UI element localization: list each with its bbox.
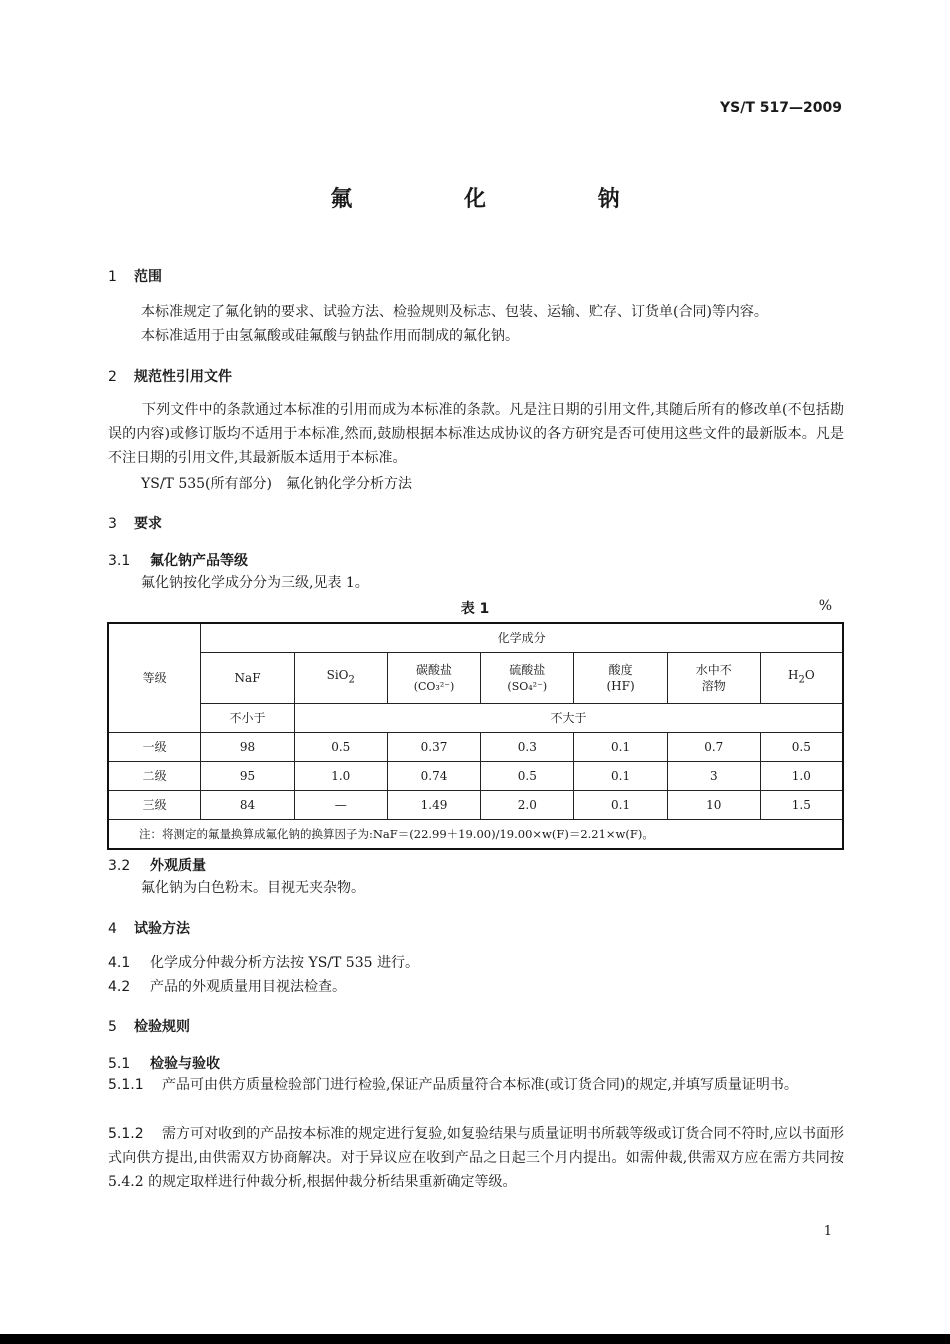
column-header-acidity: 酸度 (HF) [574,653,668,704]
value-cell: 0.1 [574,791,668,820]
section-number: 3.1 [108,553,131,569]
clause-number: 5.1.2 [108,1126,144,1142]
value-cell: 3 [667,762,760,791]
section-1-paragraph-1: 本标准规定了氟化钠的要求、试验方法、检验规则及标志、包装、运输、贮存、订货单(合同)等内容。 [141,304,768,320]
value-cell: 84 [201,791,295,820]
column-header-sio2: SiO$_2$ [294,653,387,704]
section-title: 外观质量 [150,858,206,874]
column-header-sulfate: 硫酸盐 (SO₄²⁻) [481,653,574,704]
section-3-2-heading [108,855,206,875]
section-4-heading [108,918,190,938]
section-title: 规范性引用文件 [134,369,232,385]
section-title: 检验规则 [134,1019,190,1035]
value-cell: 0.5 [481,762,574,791]
clause-number: 5.1.1 [108,1077,144,1093]
table-row [108,762,843,791]
value-cell: 10 [667,791,760,820]
section-5-1-heading [108,1053,220,1073]
section-3-1-text: 氟化钠按化学成分分为三级,见表 1。 [141,575,369,591]
page-number: 1 [823,1224,832,1239]
section-title: 试验方法 [134,921,190,937]
scan-edge-bar [0,1334,950,1344]
grade-header: 等级 [108,623,201,733]
value-cell: 1.0 [760,762,843,791]
limit-not-less-than: 不小于 [201,704,295,733]
grade-cell: 二级 [108,762,201,791]
value-cell: 2.0 [481,791,574,820]
value-cell: 1.5 [760,791,843,820]
clause-text: 化学成分仲裁分析方法按 YS/T 535 进行。 [150,955,419,971]
value-cell: 0.7 [667,733,760,762]
section-3-2-text: 氟化钠为白色粉末。目视无夹杂物。 [141,880,365,896]
section-title: 范围 [134,269,162,285]
column-header-carbonate: 碳酸盐 (CO₃²⁻) [387,653,481,704]
value-cell: 0.5 [760,733,843,762]
value-cell: 1.0 [294,762,387,791]
section-1-paragraph-2: 本标准适用于由氢氟酸或硅氟酸与钠盐作用而制成的氟化钠。 [141,328,519,344]
chemical-composition-table [107,622,844,850]
document-title: 氟 化 钠 [330,187,672,212]
value-cell: — [294,791,387,820]
clause-text: 需方可对收到的产品按本标准的规定进行复验,如复验结果与质量证明书所载等级或订货合同不符时,应以书面形式向供方提出,由供需双方协商解决。对于异议应在收到产品之日起三个月内提出。如需仲裁,供需双方应在需方共同按 5.4.2 的规定取样进行仲裁分析,根据仲裁分析结果重新确定等级。 [108,1126,844,1190]
value-cell: 1.49 [387,791,481,820]
table-note: 注：将测定的氟量换算成氟化钠的换算因子为:NaF＝(22.99＋19.00)/19.00×w(F)＝2.21×w(F)。 [108,820,843,850]
section-2-heading [108,366,232,386]
clause-5-1-1 [108,1073,844,1097]
section-number: 5.1 [108,1056,131,1072]
section-number: 2 [108,369,117,385]
section-1-heading [108,266,162,286]
clause-number: 4.1 [108,955,131,971]
section-number: 3.2 [108,858,131,874]
value-cell: 95 [201,762,295,791]
section-5-heading [108,1016,190,1036]
table-caption: 表 1 [460,601,490,617]
column-header-water-insoluble: 水中不 溶物 [667,653,760,704]
grade-cell: 三级 [108,791,201,820]
table-row [108,791,843,820]
section-title: 氟化钠产品等级 [150,553,248,569]
section-3-1-heading [108,550,248,570]
value-cell: 0.3 [481,733,574,762]
clause-4-2 [108,975,346,999]
section-number: 3 [108,516,117,532]
clause-number: 4.2 [108,979,131,995]
value-cell: 0.5 [294,733,387,762]
section-title: 要求 [134,516,162,532]
section-number: 4 [108,921,117,937]
clause-text: 产品的外观质量用目视法检查。 [150,979,346,995]
standard-code: YS/T 517—2009 [720,100,842,116]
section-number: 5 [108,1019,117,1035]
clause-5-1-2 [108,1122,844,1194]
section-2-paragraph: 下列文件中的条款通过本标准的引用而成为本标准的条款。凡是注日期的引用文件,其随后所有的修改单(不包括勘误的内容)或修订版均不适用于本标准,然而,鼓励根据本标准达成协议的各方研究是否可使用这些文件的最新版本。凡是不注日期的引用文件,其最新版本适用于本标准。 [108,402,844,466]
value-cell: 98 [201,733,295,762]
limit-not-more-than: 不大于 [294,704,843,733]
value-cell: 0.1 [574,733,668,762]
value-cell: 0.1 [574,762,668,791]
table-unit: % [818,598,832,614]
section-title: 检验与验收 [150,1056,220,1072]
clause-4-1 [108,951,419,975]
table-row [108,733,843,762]
section-3-heading [108,513,162,533]
normative-reference: YS/T 535(所有部分) 氟化钠化学分析方法 [141,476,412,492]
column-header-h2o: $H_2O$ [760,653,843,704]
grade-cell: 一级 [108,733,201,762]
section-number: 1 [108,269,117,285]
composition-group-header: 化学成分 [201,623,843,653]
value-cell: 0.37 [387,733,481,762]
clause-text: 产品可由供方质量检验部门进行检验,保证产品质量符合本标准(或订货合同)的规定,并填写质量证明书。 [162,1077,798,1093]
value-cell: 0.74 [387,762,481,791]
column-header-naf: NaF [201,653,295,704]
